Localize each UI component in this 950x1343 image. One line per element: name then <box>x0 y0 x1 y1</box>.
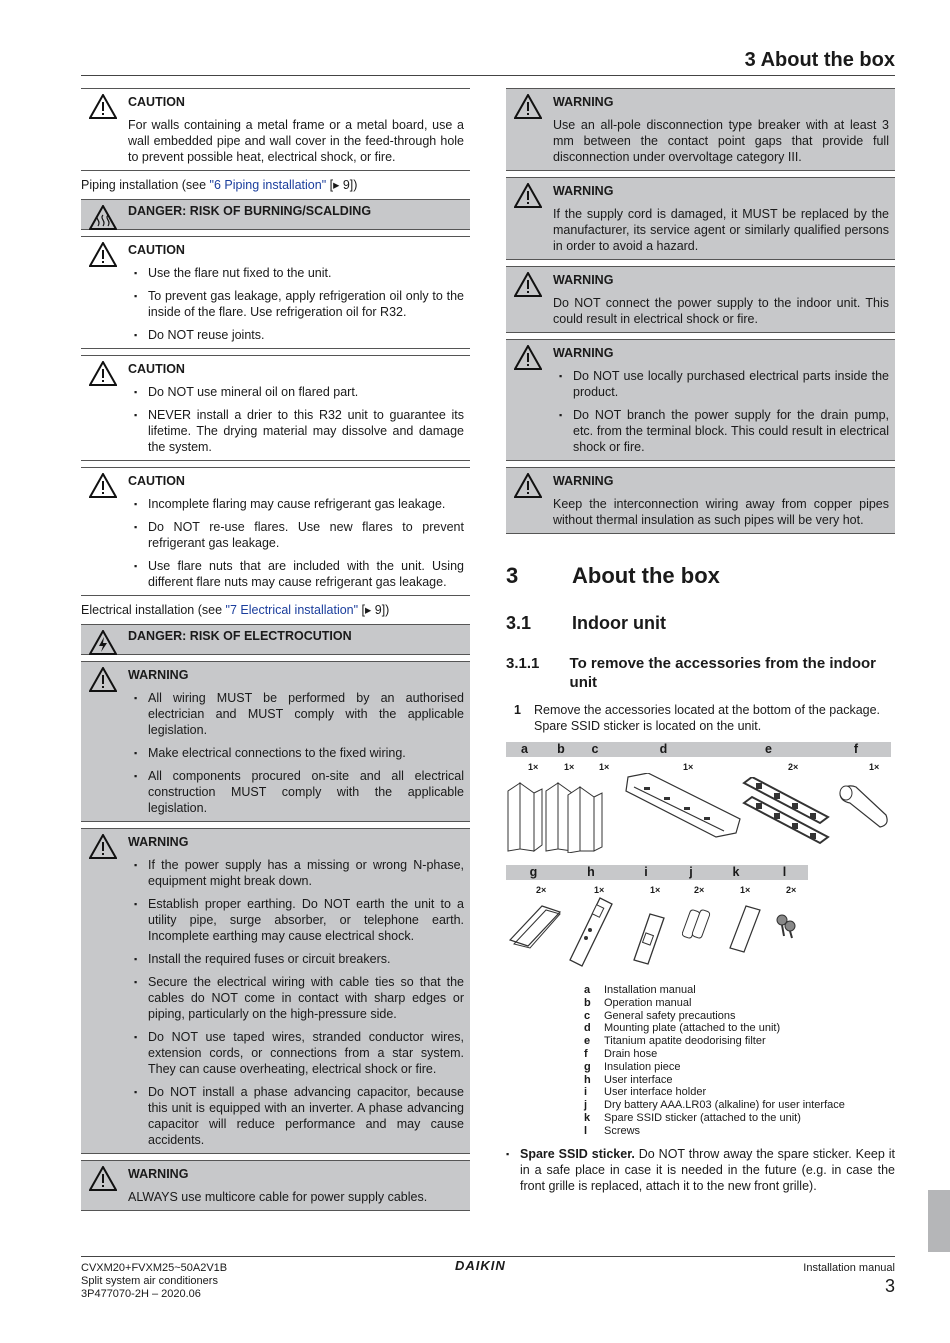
user-interface-holder-drawing-icon <box>630 904 670 968</box>
warning-text: Do NOT connect the power supply to the indoor unit. This could result in electrical shock or fire. <box>553 296 889 326</box>
mounting-plate-drawing-icon <box>624 773 744 843</box>
hot-surface-icon <box>89 205 117 230</box>
legend-row: f Drain hose <box>584 1047 658 1060</box>
caution-list <box>128 265 464 343</box>
chapter-side-tab <box>928 1190 950 1252</box>
legend-row: i User interface holder <box>584 1086 707 1099</box>
ssid-sticker-drawing-icon <box>726 902 766 954</box>
caution-title: CAUTION <box>128 243 185 257</box>
warning-box-electrical-parts <box>506 339 895 461</box>
caution-icon <box>89 473 117 498</box>
spare-ssid-note <box>506 1146 895 1194</box>
caution-icon <box>89 242 117 267</box>
warning-title: WARNING <box>128 668 189 682</box>
caution-title: CAUTION <box>128 362 185 376</box>
user-interface-drawing-icon <box>566 894 616 970</box>
caution-box-mineral-oil <box>81 355 470 461</box>
warning-title: WARNING <box>128 1167 189 1181</box>
accessories-header <box>506 865 808 880</box>
warning-text: ALWAYS use multicore cable for power supply cables. <box>128 1190 428 1204</box>
acc-label: e <box>765 742 772 756</box>
acc-label: g <box>529 865 538 879</box>
subsection-heading <box>506 612 895 634</box>
acc-label: j <box>689 865 693 879</box>
list-item: ▪ Install the required fuses or circuit breakers. <box>128 951 464 967</box>
warning-list <box>128 857 464 1148</box>
warning-text: If the supply cord is damaged, it MUST be replaced by the manufacturer, its service agent or similarly qualified persons in order to avoid a hazard. <box>553 207 889 253</box>
caution-box-wall <box>81 88 470 171</box>
footer-manual-title: Installation manual <box>803 1262 895 1274</box>
warning-box-supply-cord <box>506 177 895 260</box>
danger-title: DANGER: RISK OF BURNING/SCALDING <box>128 204 372 218</box>
warning-box-breaker <box>506 88 895 171</box>
battery-drawing-icon <box>682 904 714 944</box>
acc-label: h <box>587 865 595 879</box>
acc-label: b <box>557 742 565 756</box>
acc-qty: 1× <box>683 762 694 772</box>
warning-box-multicore <box>81 1160 470 1211</box>
warning-box-power-supply <box>81 828 470 1154</box>
acc-qty: 1× <box>599 762 610 772</box>
warning-icon <box>89 834 117 859</box>
legend-row: d Mounting plate (attached to the unit) <box>584 1022 781 1035</box>
drain-hose-drawing-icon <box>836 781 891 831</box>
accessories-legend <box>584 984 895 1138</box>
filter-drawing-icon <box>742 777 834 857</box>
warning-title: WARNING <box>553 184 614 198</box>
footer-doc-number: 3P477070-2H – 2020.06 <box>81 1288 201 1300</box>
subsection-number: 3.1 <box>506 613 532 633</box>
warning-text: Keep the interconnection wiring away from copper pipes without thermal insulation as such pipes will be very hot. <box>553 497 889 527</box>
footer-manual-info <box>803 1262 895 1297</box>
caution-title: CAUTION <box>128 95 185 109</box>
acc-qty: 2× <box>536 885 547 895</box>
section-number: 3 <box>506 563 519 588</box>
accessories-figure-row-1 <box>506 742 891 853</box>
insulation-piece-drawing-icon <box>508 900 563 950</box>
list-item: ▪ All components procured on-site and all electrical construction MUST comply with the applicable legislation. <box>128 768 464 816</box>
list-item: ▪ All wiring MUST be performed by an authorised electrician and MUST comply with the applicable legislation. <box>128 690 464 738</box>
subsubsection-title: To remove the accessories from the indoor unit <box>569 655 877 691</box>
list-item: ▪ Establish proper earthing. Do NOT earth the unit to a utility pipe, surge absorber, or telephone earth. Incomplete earthing may cause electrical shock. <box>128 896 464 944</box>
legend-row: a Installation manual <box>584 984 696 996</box>
warning-icon <box>514 272 542 297</box>
accessories-illustration <box>506 757 891 853</box>
piping-installation-link[interactable]: "6 Piping installation" <box>209 178 327 192</box>
warning-list <box>128 690 464 816</box>
warning-box-copper-pipes <box>506 467 895 534</box>
piping-reference: Piping installation (see "6 Piping installation" [▸ 9]) <box>81 178 358 192</box>
warning-icon <box>514 345 542 370</box>
list-item: ▪ Secure the electrical wiring with cable ties so that the cables do NOT come in contact with sharp edges or piping, particularly on the high-pressure side. <box>128 974 464 1022</box>
list-item: ▪ Do NOT reuse joints. <box>128 327 464 343</box>
warning-title: WARNING <box>128 835 189 849</box>
footer-product: Split system air conditioners <box>81 1275 218 1287</box>
legend-row: e Titanium apatite deodorising filter <box>584 1035 766 1048</box>
electrical-reference: Electrical installation (see "7 Electrical installation" [▸ 9]) <box>81 603 390 617</box>
acc-qty: 2× <box>694 885 705 895</box>
acc-label: c <box>591 742 599 756</box>
list-item: ▪ Do NOT use locally purchased electrical parts inside the product. <box>553 368 889 400</box>
warning-icon <box>514 183 542 208</box>
warning-icon <box>514 473 542 498</box>
acc-qty: 2× <box>786 885 797 895</box>
section-heading <box>506 562 895 590</box>
acc-label: d <box>659 742 668 756</box>
legend-row: l Screws <box>584 1124 641 1137</box>
electrocution-icon <box>89 630 117 655</box>
acc-label: f <box>853 742 859 756</box>
section-title: About the box <box>572 563 720 588</box>
caution-icon <box>89 94 117 119</box>
acc-label: k <box>732 865 740 879</box>
caution-title: CAUTION <box>128 474 185 488</box>
legend-row: k Spare SSID sticker (attached to the unit) <box>584 1111 801 1124</box>
page-number: 3 <box>884 1276 895 1296</box>
warning-title: WARNING <box>553 346 614 360</box>
footer-document-info <box>81 1262 227 1301</box>
danger-box-electrocution <box>81 624 470 655</box>
list-item: ▪ Use flare nuts that are included with the unit. Using different flare nuts may cause refrigerant gas leakage. <box>128 558 464 590</box>
acc-qty: 1× <box>594 885 605 895</box>
caution-list <box>128 496 464 590</box>
step-text: Remove the accessories located at the bottom of the package. Spare SSID sticker is located on the unit. <box>534 703 881 733</box>
list-item: ▪ Do NOT re-use flares. Use new flares to prevent refrigerant gas leakage. <box>128 519 464 551</box>
list-item: ▪ Use the flare nut fixed to the unit. <box>128 265 464 281</box>
header-divider <box>81 75 895 76</box>
legend-row: c General safety precautions <box>584 1009 736 1022</box>
acc-qty: 2× <box>788 762 799 772</box>
danger-box-burning <box>81 199 470 230</box>
list-item: ▪ Do NOT use taped wires, stranded conductor wires, extension cords, or connections from a star system. They can cause overheating, electrical shock or fire. <box>128 1029 464 1077</box>
legend-row: g Insulation piece <box>584 1060 681 1073</box>
warning-box-wiring <box>81 661 470 822</box>
legend-row: h User interface <box>584 1073 673 1086</box>
warning-title: WARNING <box>553 95 614 109</box>
list-item: ▪ Incomplete flaring may cause refrigerant gas leakage. <box>128 496 464 512</box>
list-item: ▪ To prevent gas leakage, apply refrigeration oil only to the inside of the flare. Use refrigeration oil for R32. <box>128 288 464 320</box>
warning-icon <box>514 94 542 119</box>
acc-label: a <box>521 742 528 756</box>
accessories-figure-row-2 <box>506 865 808 970</box>
note-bold: Spare SSID sticker. <box>520 1146 635 1161</box>
legend-row: j Dry battery AAA.LR03 (alkaline) for user interface <box>584 1099 845 1112</box>
acc-label: l <box>782 865 787 879</box>
list-item: ▪ NEVER install a drier to this R32 unit to guarantee its lifetime. The drying material may dissolve and damage the system. <box>128 407 464 455</box>
procedure-step <box>506 702 895 734</box>
note-text: Do NOT throw away the spare sticker. Keep it in a safe place in case it is needed in the future (e.g. in case the front grille is replaced, attach it to the new front grille). <box>520 1146 896 1193</box>
list-item: ▪ Do NOT use mineral oil on flared part. <box>128 384 464 400</box>
danger-title: DANGER: RISK OF ELECTROCUTION <box>128 629 352 643</box>
acc-qty: 1× <box>869 762 880 772</box>
accessories-illustration <box>506 880 808 970</box>
electrical-installation-link[interactable]: "7 Electrical installation" <box>225 603 359 617</box>
acc-label: i <box>644 865 648 879</box>
warning-icon <box>89 1166 117 1191</box>
accessories-header <box>506 742 891 757</box>
warning-title: WARNING <box>553 273 614 287</box>
caution-text: For walls containing a metal frame or a metal board, use a wall embedded pipe and wall cover in the feed-through hole to prevent possible heat, electrical shock, or fire. <box>128 118 464 164</box>
warning-box-indoor-power <box>506 266 895 333</box>
footer-model: CVXM20+FVXM25~50A2V1B <box>81 1262 228 1274</box>
acc-qty: 1× <box>650 885 661 895</box>
legend-row: b Operation manual <box>584 996 692 1009</box>
list-item: ▪ If the power supply has a missing or wrong N-phase, equipment might break down. <box>128 857 464 889</box>
subsubsection-number: 3.1.1 <box>506 655 540 672</box>
warning-text: Use an all-pole disconnection type breaker with at least 3 mm between the contact point gaps that provide full disconnection under overvoltage category III. <box>553 118 889 164</box>
subsubsection-heading <box>506 654 895 692</box>
manuals-drawing-icon <box>506 771 616 853</box>
caution-box-flaring <box>81 467 470 596</box>
acc-qty: 1× <box>564 762 575 772</box>
acc-qty: 1× <box>528 762 539 772</box>
daikin-logo: DAIKIN <box>455 1258 506 1273</box>
list-item: ▪ Make electrical connections to the fixed wiring. <box>128 745 464 761</box>
caution-icon <box>89 361 117 386</box>
warning-list <box>553 368 889 455</box>
right-column <box>506 88 895 1194</box>
caution-box-flare-nut <box>81 236 470 349</box>
screws-drawing-icon <box>772 910 802 940</box>
subsection-title: Indoor unit <box>572 613 666 633</box>
caution-list <box>128 384 464 455</box>
warning-icon <box>89 667 117 692</box>
list-item: ▪ Do NOT branch the power supply for the drain pump, etc. from the terminal block. This could result in electrical shock or fire. <box>553 407 889 455</box>
acc-qty: 1× <box>740 885 751 895</box>
left-column <box>81 88 470 1217</box>
step-number: 1 <box>514 703 521 717</box>
footer-divider <box>81 1256 895 1257</box>
page-header-title: 3 About the box <box>744 49 895 71</box>
list-item: ▪ Do NOT install a phase advancing capacitor, because this unit is equipped with an inverter. A phase advancing capacitor will reduce performance and may cause accidents. <box>128 1084 464 1148</box>
warning-title: WARNING <box>553 474 614 488</box>
